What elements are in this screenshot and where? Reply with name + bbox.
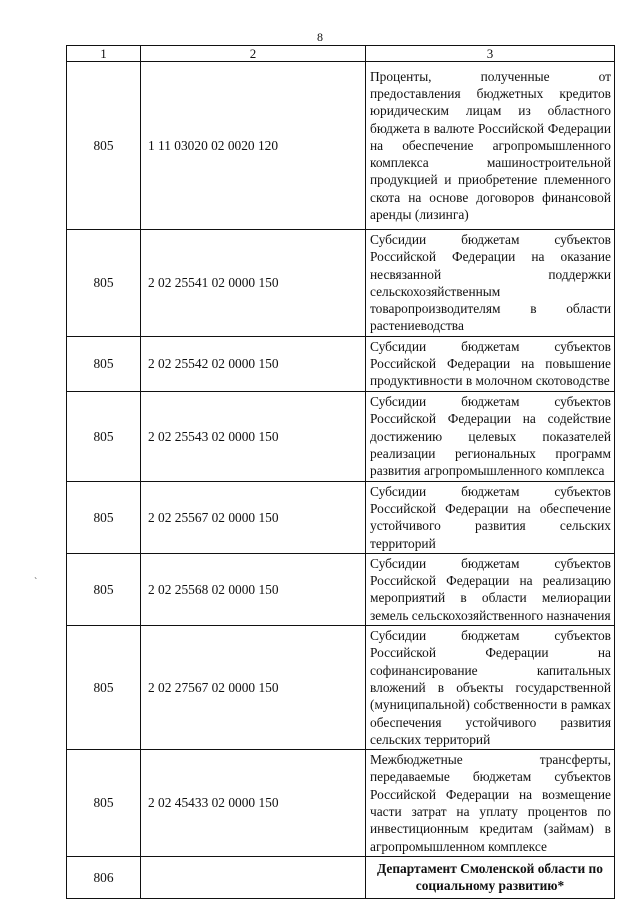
admin-code-cell: 805 <box>67 481 141 553</box>
description-cell: Субсидии бюджетам субъектов Российской Федерации на реализацию мероприятий в области мелиорации земель сельскохозяйственного назначения <box>366 553 615 625</box>
department-code-cell: 806 <box>67 856 141 898</box>
department-budget-code-cell <box>141 856 366 898</box>
table-row <box>67 230 615 337</box>
admin-code-cell: 805 <box>67 230 141 337</box>
table-row <box>67 62 615 230</box>
header-col-3: 3 <box>366 46 615 62</box>
budget-code-cell: 2 02 25541 02 0000 150 <box>141 230 366 337</box>
budget-code-cell: 2 02 25542 02 0000 150 <box>141 336 366 391</box>
description-cell: Субсидии бюджетам субъектов Российской Федерации на повышение продуктивности в молочном скотоводстве <box>366 336 615 391</box>
description-cell: Субсидии бюджетам субъектов Российской Федерации на обеспечение устойчивого развития сельских территорий <box>366 481 615 553</box>
table-row <box>67 750 615 857</box>
admin-code-cell: 805 <box>67 391 141 481</box>
description-cell: Субсидии бюджетам субъектов Российской Федерации на софинансирование капитальных вложений в объекты государственной (муниципальной) собственности в рамках обеспечения устойчивого развития сельских территорий <box>366 626 615 750</box>
budget-code-cell: 2 02 45433 02 0000 150 <box>141 750 366 857</box>
budget-code-cell: 2 02 25568 02 0000 150 <box>141 553 366 625</box>
budget-code-cell: 2 02 25543 02 0000 150 <box>141 391 366 481</box>
table-row <box>67 391 615 481</box>
department-name-cell: Департамент Смоленской области по социальному развитию* <box>366 856 615 898</box>
table-row <box>67 626 615 750</box>
department-row <box>67 856 615 898</box>
description-cell: Проценты, полученные от предоставления бюджетных кредитов юридическим лицам из областного бюджета в валюте Российской Федерации на обеспечение агропромышленного комплекса машиностроительной продукцией и приобретение племенного скота на основе договоров финансовой аренды (лизинга) <box>366 62 615 230</box>
description-cell: Межбюджетные трансферты, передаваемые бюджетам субъектов Российской Федерации на возмещение части затрат на уплату процентов по инвестиционным кредитам (займам) в агропромышленном комплексе <box>366 750 615 857</box>
admin-code-cell: 805 <box>67 336 141 391</box>
admin-code-cell: 805 <box>67 750 141 857</box>
table-header-row <box>67 46 615 62</box>
header-col-2: 2 <box>141 46 366 62</box>
description-cell: Субсидии бюджетам субъектов Российской Федерации на содействие достижению целевых показателей реализации региональных программ развития агропромышленного комплекса <box>366 391 615 481</box>
budget-code-cell: 2 02 27567 02 0000 150 <box>141 626 366 750</box>
admin-code-cell: 805 <box>67 553 141 625</box>
budget-codes-table <box>66 45 615 899</box>
table-row <box>67 336 615 391</box>
header-col-1: 1 <box>67 46 141 62</box>
table-row <box>67 553 615 625</box>
page-number: 8 <box>317 30 323 44</box>
budget-code-cell: 2 02 25567 02 0000 150 <box>141 481 366 553</box>
budget-code-cell: 1 11 03020 02 0020 120 <box>141 62 366 230</box>
admin-code-cell: 805 <box>67 62 141 230</box>
table-row <box>67 481 615 553</box>
margin-mark: ` <box>34 577 38 588</box>
description-cell: Субсидии бюджетам субъектов Российской Федерации на оказание несвязанной поддержки сельскохозяйственным товаропроизводителям в области растениеводства <box>366 230 615 337</box>
admin-code-cell: 805 <box>67 626 141 750</box>
